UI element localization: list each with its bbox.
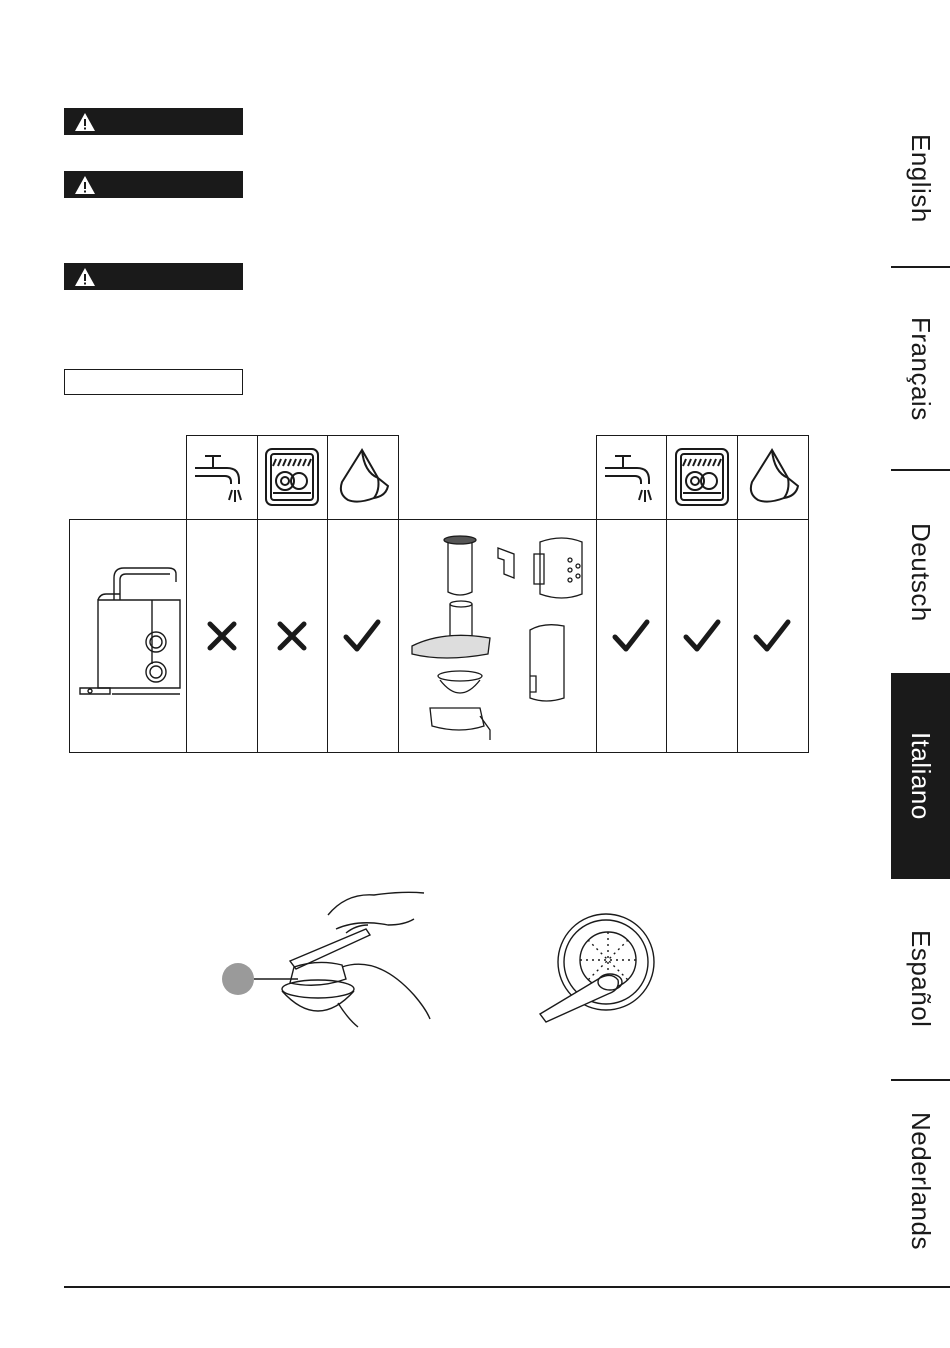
language-tab-english[interactable]	[891, 90, 950, 266]
language-tab-label: English	[906, 133, 936, 223]
checkmark-icon	[752, 617, 792, 655]
footer-divider	[64, 1286, 950, 1288]
checkmark-icon	[682, 617, 722, 655]
callout-marker	[222, 963, 254, 995]
cloth-icon	[744, 446, 802, 508]
juicer-removable-parts-illustration	[404, 530, 592, 746]
filter-topview-brushing-illustration	[536, 910, 662, 1028]
juicer-motor-base-illustration	[76, 560, 182, 708]
cloth-icon	[334, 446, 392, 508]
tap-water-icon	[191, 446, 253, 510]
language-tab-label: Italiano	[906, 732, 936, 820]
warning-bar	[64, 171, 243, 198]
tap-water-icon	[601, 446, 663, 510]
checkmark-icon	[611, 617, 651, 655]
warning-bar	[64, 263, 243, 290]
warning-triangle-icon	[74, 175, 96, 195]
note-box	[64, 369, 243, 395]
cross-icon	[205, 619, 239, 653]
warning-bar	[64, 108, 243, 135]
language-tab-label: Nederlands	[906, 1112, 936, 1250]
dishwasher-icon	[673, 446, 731, 508]
language-tab-label: Español	[906, 930, 936, 1028]
language-tab-label: Français	[906, 317, 936, 421]
language-tab-espanol[interactable]	[891, 879, 950, 1079]
cross-icon	[275, 619, 309, 653]
language-tab-francais[interactable]	[891, 268, 950, 470]
language-tab-nederlands[interactable]	[891, 1081, 950, 1281]
language-tab-deutsch[interactable]	[891, 471, 950, 673]
warning-triangle-icon	[74, 267, 96, 287]
language-tab-label: Deutsch	[906, 522, 936, 622]
dishwasher-icon	[263, 446, 321, 508]
language-tab-italiano[interactable]	[891, 673, 950, 879]
warning-triangle-icon	[74, 112, 96, 132]
filter-brushing-illustration	[218, 885, 440, 1035]
checkmark-icon	[342, 617, 382, 655]
